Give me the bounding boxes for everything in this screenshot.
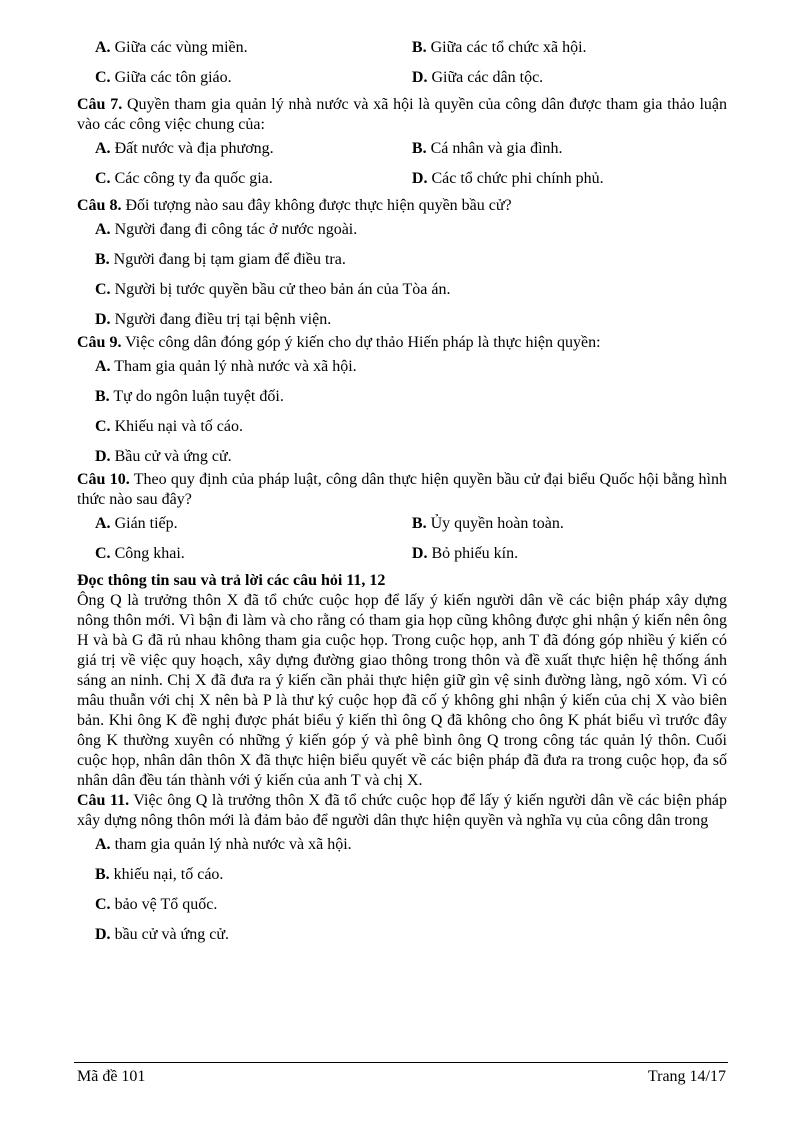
q8-option-b: B. Người đang bị tạm giam để điều tra.	[95, 251, 346, 268]
q11-stem: Câu 11. Việc ông Q là trưởng thôn X đã tổ chức cuộc họp để lấy ý kiến người dân về các biện pháp xây dựng nông thôn mới là đảm bảo để người dân thực hiện quyền và nghĩa vụ của công dân trong	[77, 792, 728, 829]
q7-options-row-1	[77, 137, 727, 160]
exam-page	[77, 36, 727, 948]
q8-option-a: A. Người đang đi công tác ở nước ngoài.	[95, 221, 358, 238]
footer-page-number: Trang 14/17	[647, 1068, 726, 1085]
q10-option-d: D. Bỏ phiếu kín.	[411, 545, 519, 562]
q6-options-row-2	[77, 66, 727, 89]
q9-option-a: A. Tham gia quản lý nhà nước và xã hội.	[95, 358, 357, 375]
q9-option-d: D. Bầu cử và ứng cử.	[95, 448, 232, 465]
q8-option-c: C. Người bị tước quyền bầu cử theo bản án của Tòa án.	[95, 281, 451, 298]
footer-exam-code: Mã đề 101	[77, 1068, 146, 1085]
q6-option-b: B. Giữa các tổ chức xã hội.	[411, 39, 587, 56]
q11-option-a: A. tham gia quản lý nhà nước và xã hội.	[95, 836, 352, 853]
reading-passage: Ông Q là trưởng thôn X đã tổ chức cuộc họp để lấy ý kiến người dân về các biện pháp xây dựng nông thôn mới. Vì bận đi làm và cho rằng có tham gia họp cũng không được ghi nhận ý kiến nên ông H và bà G đã rủ nhau không tham gia cuộc họp. Trong cuộc họp, anh T đã đóng góp nhiều ý kiến có giá trị về việc quy hoạch, xây dựng đường giao thông trong thôn và đề xuất thực hiện hệ thống ánh sáng an ninh. Chị X đã đưa ra ý kiến cần phải thực hiện giữ gìn vệ sinh đường làng, ngõ xóm. Vì có mâu thuẫn với chị X nên bà P là thư ký cuộc họp đã cố ý không ghi nhận ý kiến của chị X vào biên bản. Khi ông K đề nghị được phát biểu ý kiến thì ông Q đã không cho ông K phát biểu vì trước đây ông K thường xuyên có những ý kiến góp ý và phê bình ông Q trong công tác quản lý thôn. Cuối cuộc họp, nhân dân thôn X đã thực hiện biểu quyết về các biện pháp đã đưa ra trong cuộc họp, đa số nhân dân đều tán thành với ý kiến của anh T và chị X.	[77, 592, 727, 789]
q10-options-row-2	[77, 542, 727, 565]
q7-option-b: B. Cá nhân và gia đình.	[411, 140, 563, 157]
q7-option-c: C. Các công ty đa quốc gia.	[95, 170, 273, 187]
q7-option-d: D. Các tổ chức phi chính phủ.	[411, 170, 604, 187]
q8-stem: Câu 8. Đối tượng nào sau đây không được thực hiện quyền bầu cử?	[77, 197, 512, 214]
q6-option-a: A. Giữa các vùng miền.	[95, 39, 248, 56]
q10-option-b: B. Ủy quyền hoàn toàn.	[411, 515, 564, 532]
q10-option-a: A. Gián tiếp.	[95, 515, 178, 532]
q10-stem: Câu 10. Theo quy định của pháp luật, công dân thực hiện quyền bầu cử đại biểu Quốc hội bằng hình thức nào sau đây?	[77, 471, 728, 508]
q8-option-d: D. Người đang điều trị tại bệnh viện.	[95, 311, 332, 328]
q6-option-d: D. Giữa các dân tộc.	[411, 69, 544, 86]
q6-option-c: C. Giữa các tôn giáo.	[95, 69, 232, 86]
q11-option-d: D. bầu cử và ứng cử.	[95, 926, 229, 943]
q11-option-b: B. khiếu nại, tố cáo.	[95, 866, 224, 883]
q7-stem: Câu 7. Quyền tham gia quản lý nhà nước và xã hội là quyền của công dân được tham gia thảo luận vào các công việc chung của:	[77, 96, 728, 133]
q10-option-c: C. Công khai.	[95, 545, 185, 562]
q6-options-row-1	[77, 36, 727, 59]
q9-option-c: C. Khiếu nại và tố cáo.	[95, 418, 243, 435]
reading-heading: Đọc thông tin sau và trả lời các câu hỏi 11, 12	[77, 572, 386, 589]
q9-stem: Câu 9. Việc công dân đóng góp ý kiến cho dự thảo Hiến pháp là thực hiện quyền:	[77, 334, 601, 351]
q11-option-c: C. bảo vệ Tổ quốc.	[95, 896, 218, 913]
q9-option-b: B. Tự do ngôn luận tuyệt đối.	[95, 388, 284, 405]
footer-divider	[74, 1062, 728, 1063]
q7-option-a: A. Đất nước và địa phương.	[95, 140, 274, 157]
q10-options-row-1	[77, 512, 727, 535]
q7-options-row-2	[77, 167, 727, 190]
